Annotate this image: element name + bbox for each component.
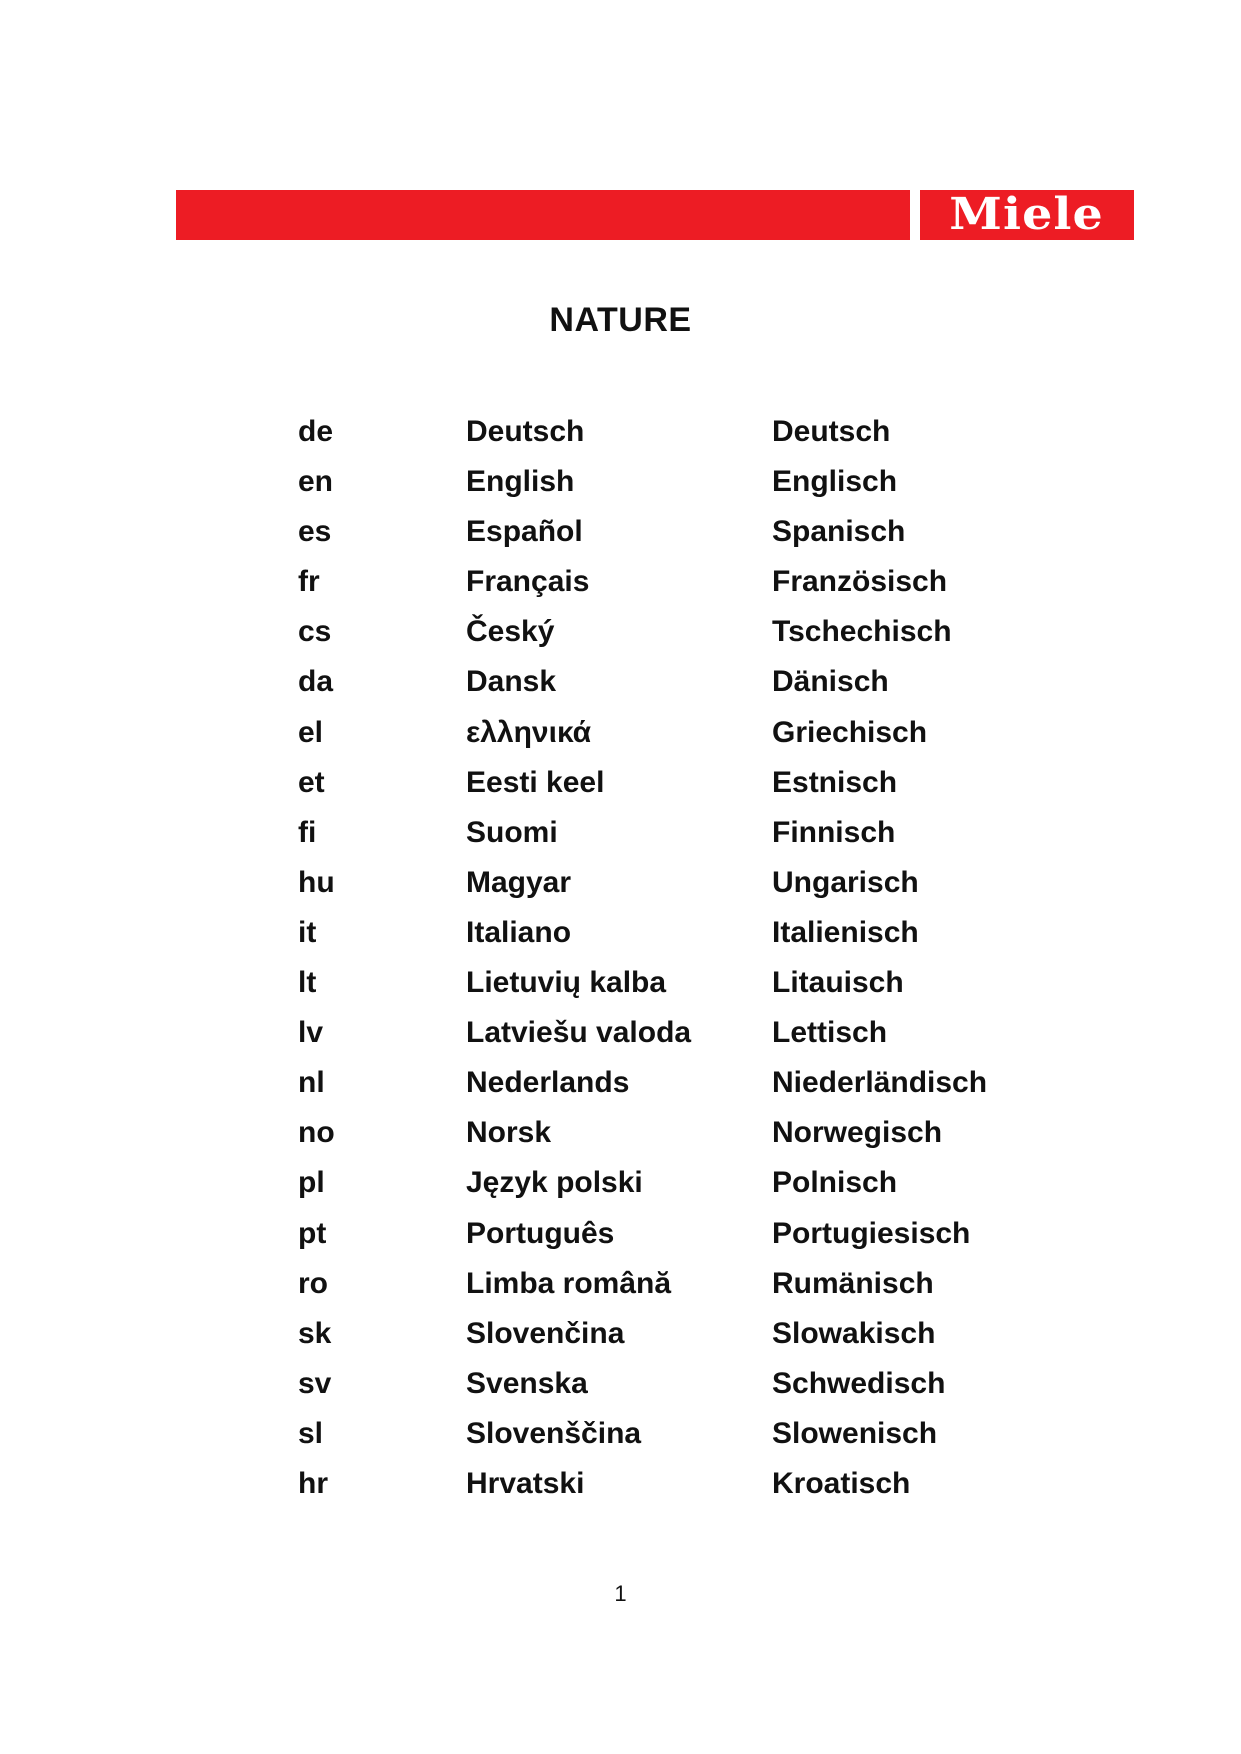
language-german-name: Französisch (772, 565, 948, 599)
language-german-name: Rumänisch (772, 1266, 934, 1300)
language-code: hu (298, 865, 335, 899)
language-native-name: Dansk (466, 665, 557, 699)
language-row (298, 963, 1058, 1013)
language-german-name: Finnisch (772, 815, 896, 849)
language-german-name: Estnisch (772, 765, 898, 799)
language-german-name: Englisch (772, 465, 898, 499)
language-row (298, 1464, 1058, 1514)
language-native-name: Suomi (466, 815, 558, 849)
language-code: et (298, 765, 325, 799)
language-code: es (298, 515, 332, 549)
language-row (298, 1314, 1058, 1364)
language-code: hr (298, 1466, 328, 1500)
language-code: sl (298, 1416, 324, 1450)
language-german-name: Dänisch (772, 665, 889, 699)
language-row (298, 913, 1058, 963)
page-header (176, 190, 1134, 240)
language-code: nl (298, 1066, 325, 1100)
language-german-name: Slowenisch (772, 1416, 938, 1450)
language-german-name: Polnisch (772, 1166, 898, 1200)
language-german-name: Niederländisch (772, 1066, 988, 1100)
language-native-name: Hrvatski (466, 1466, 585, 1500)
language-german-name: Kroatisch (772, 1466, 911, 1500)
language-row (298, 763, 1058, 813)
language-code: pl (298, 1166, 325, 1200)
language-native-name: Latviešu valoda (466, 1016, 692, 1050)
language-code: lt (298, 966, 317, 1000)
language-german-name: Lettisch (772, 1016, 888, 1050)
language-row (298, 612, 1058, 662)
language-native-name: Deutsch (466, 415, 585, 448)
language-row (298, 1063, 1058, 1113)
language-german-name: Schwedisch (772, 1366, 946, 1400)
language-native-name: Italiano (466, 915, 572, 949)
language-row (298, 462, 1058, 512)
language-code: el (298, 715, 324, 749)
language-german-name: Slowakisch (772, 1316, 936, 1350)
language-row (298, 813, 1058, 863)
language-row (298, 1264, 1058, 1314)
language-row (298, 1113, 1058, 1163)
language-german-name: Portugiesisch (772, 1216, 971, 1250)
language-code: it (298, 915, 317, 949)
language-german-name: Norwegisch (772, 1116, 943, 1150)
language-row (298, 863, 1058, 913)
language-row (298, 1364, 1058, 1414)
language-native-name: ελληνικά (466, 715, 592, 749)
page-number: 1 (614, 1581, 627, 1606)
language-native-name: Español (466, 515, 583, 549)
language-native-name: Magyar (466, 865, 572, 899)
language-german-name: Spanisch (772, 515, 906, 549)
language-german-name: Griechisch (772, 715, 928, 749)
language-row (298, 1013, 1058, 1063)
language-row (298, 562, 1058, 612)
language-row (298, 412, 1058, 462)
language-code: fr (298, 565, 320, 599)
language-code: de (298, 415, 334, 448)
language-code: fi (298, 815, 317, 849)
language-native-name: Norsk (466, 1116, 552, 1150)
language-code: da (298, 665, 334, 699)
language-native-name: Slovenščina (466, 1416, 642, 1450)
language-native-name: English (466, 465, 575, 499)
language-row (298, 1414, 1058, 1464)
brand-red-bar (176, 190, 910, 240)
language-row (298, 1163, 1058, 1213)
document-title: NATURE (549, 301, 692, 339)
language-german-name: Tschechisch (772, 615, 952, 649)
language-list (298, 412, 1058, 1514)
language-german-name: Ungarisch (772, 865, 919, 899)
language-german-name: Italienisch (772, 915, 919, 949)
language-row (298, 662, 1058, 712)
language-native-name: Lietuvių kalba (466, 966, 667, 1000)
language-german-name: Litauisch (772, 966, 904, 1000)
language-row (298, 713, 1058, 763)
language-code: no (298, 1116, 335, 1150)
language-row (298, 1214, 1058, 1264)
miele-logo-text: Miele (949, 190, 1105, 240)
language-row (298, 512, 1058, 562)
language-native-name: Český (466, 615, 555, 649)
language-code: lv (298, 1016, 324, 1050)
language-code: sv (298, 1366, 332, 1400)
language-code: cs (298, 615, 332, 649)
language-native-name: Eesti keel (466, 765, 605, 799)
language-native-name: Limba română (466, 1266, 672, 1300)
miele-logo (920, 190, 1134, 240)
language-code: ro (298, 1266, 328, 1300)
language-native-name: Svenska (466, 1366, 588, 1400)
language-native-name: Português (466, 1216, 615, 1250)
language-code: en (298, 465, 334, 499)
language-native-name: Nederlands (466, 1066, 630, 1100)
language-german-name: Deutsch (772, 415, 891, 448)
language-native-name: Slovenčina (466, 1316, 625, 1350)
language-code: pt (298, 1216, 327, 1250)
language-native-name: Język polski (466, 1166, 643, 1200)
language-native-name: Français (466, 565, 590, 599)
language-code: sk (298, 1316, 332, 1350)
